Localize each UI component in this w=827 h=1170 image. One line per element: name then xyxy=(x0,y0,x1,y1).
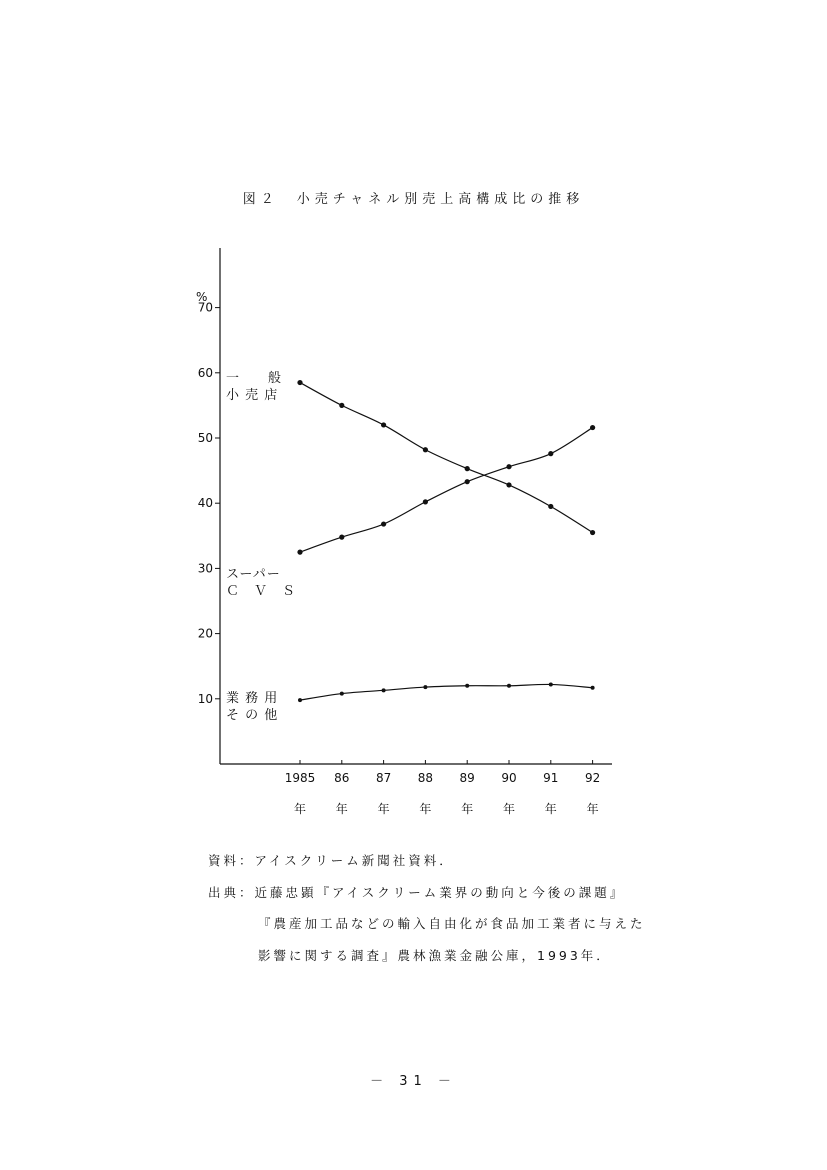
x-tick-year-suffix: 年 xyxy=(419,802,432,816)
x-tick-year-suffix: 年 xyxy=(335,802,348,816)
x-tick-label: 88 xyxy=(417,771,434,785)
data-point xyxy=(549,682,553,686)
page-number: － 31 － xyxy=(370,1074,457,1089)
data-point xyxy=(506,482,511,487)
data-point xyxy=(506,464,511,469)
data-point xyxy=(339,403,344,408)
y-tick-label: 50 xyxy=(197,431,213,445)
x-tick-year-suffix: 年 xyxy=(544,802,557,816)
y-tick-label: 70 xyxy=(197,300,213,315)
series-label: 業 務 用 xyxy=(226,691,279,706)
x-tick-label: 90 xyxy=(501,771,517,785)
x-tick-label: 92 xyxy=(584,771,601,785)
series-labels xyxy=(226,371,296,723)
data-point xyxy=(423,447,428,452)
y-tick-label: 20 xyxy=(197,626,213,641)
y-tick-label: 40 xyxy=(197,496,213,511)
x-tick-label: 1985 xyxy=(284,771,316,785)
data-point xyxy=(340,692,344,696)
data-point xyxy=(465,479,470,484)
x-tick-label: 89 xyxy=(459,771,475,785)
y-tick-label: 10 xyxy=(197,691,213,706)
citation-line-3: 影響に関する調査』農林漁業金融公庫，1993年． xyxy=(258,948,612,963)
series-label: Ｃ Ｖ Ｓ xyxy=(226,584,297,599)
data-point xyxy=(339,535,344,540)
chart-title: 図２ 小売チャネル別売上高構成比の推移 xyxy=(242,192,585,207)
x-axis-ticks xyxy=(285,760,601,816)
data-point xyxy=(590,530,595,535)
data-point xyxy=(548,451,553,456)
data-point xyxy=(297,550,302,555)
chart-series xyxy=(297,380,595,702)
data-point xyxy=(507,684,511,688)
series-label: 一 般 xyxy=(226,371,283,386)
series-line xyxy=(300,684,593,700)
data-point xyxy=(297,380,302,385)
data-point xyxy=(423,685,427,689)
source-note: 資料：アイスクリーム新聞社資料． xyxy=(208,853,455,868)
y-tick-label: 60 xyxy=(197,365,213,380)
y-axis-ticks xyxy=(198,301,220,706)
x-tick-label: 86 xyxy=(334,771,350,785)
x-tick-year-suffix: 年 xyxy=(377,802,390,816)
x-tick-year-suffix: 年 xyxy=(502,802,516,816)
x-tick-year-suffix: 年 xyxy=(293,802,307,816)
data-point xyxy=(465,466,470,471)
y-axis-unit: % xyxy=(196,290,208,304)
data-point xyxy=(465,684,469,688)
x-tick-year-suffix: 年 xyxy=(461,802,474,816)
data-point xyxy=(298,698,302,702)
x-tick-label: 87 xyxy=(375,771,392,785)
citation-line-1: 出典：近藤忠顕『アイスクリーム業界の動向と今後の課題』 xyxy=(208,885,626,900)
y-tick-label: 30 xyxy=(197,561,213,576)
data-point xyxy=(548,504,553,509)
data-point xyxy=(382,688,386,692)
citation-line-2: 『農産加工品などの輸入自由化が食品加工業者に与えた xyxy=(258,916,646,931)
series-label: スーパー xyxy=(226,567,281,582)
series-label: 小 売 店 xyxy=(226,388,279,403)
x-tick-label: 91 xyxy=(543,771,559,785)
data-point xyxy=(381,521,386,526)
data-point xyxy=(381,422,386,427)
series-line xyxy=(300,428,593,553)
data-point xyxy=(590,425,595,430)
x-tick-year-suffix: 年 xyxy=(586,802,599,816)
series-label: そ の 他 xyxy=(226,708,279,723)
data-point xyxy=(591,686,595,690)
data-point xyxy=(423,499,428,504)
